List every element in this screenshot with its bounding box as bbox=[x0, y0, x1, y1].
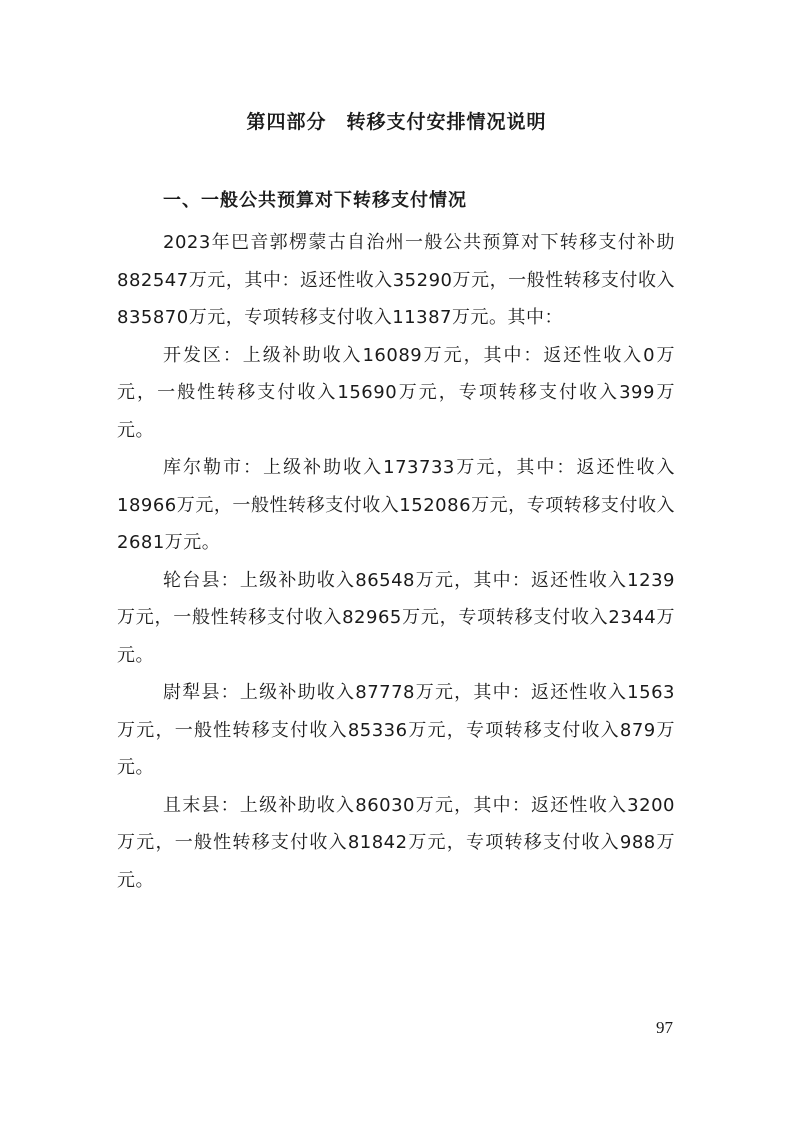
paragraph-qiemo-county: 且末县：上级补助收入86030万元，其中：返还性收入3200万元，一般性转移支付收入81842万元，专项转移支付收入988万元。 bbox=[117, 794, 675, 891]
paragraph-yuli-county: 尉犁县：上级补助收入87778万元，其中：返还性收入1563万元，一般性转移支付收入85336万元，专项转移支付收入879万元。 bbox=[117, 682, 675, 778]
paragraph-luntai-county: 轮台县：上级补助收入86548万元，其中：返还性收入1239万元，一般性转移支付收入82965万元，专项转移支付收入2344万元。 bbox=[117, 569, 675, 666]
paragraph-prefecture-summary: 2023年巴音郭楞蒙古自治州一般公共预算对下转移支付补助882547万元，其中：返还性收入35290万元，一般性转移支付收入835870万元，专项转移支付收入11387万元。其中： bbox=[117, 232, 675, 328]
paragraph-development-zone: 开发区：上级补助收入16089万元，其中：返还性收入0万元，一般性转移支付收入15690万元，专项转移支付收入399万元。 bbox=[117, 344, 675, 441]
page-number: 97 bbox=[656, 1018, 673, 1037]
part-title: 第四部分 转移支付安排情况说明 bbox=[246, 111, 547, 133]
section-heading: 一、一般公共预算对下转移支付情况 bbox=[163, 190, 467, 211]
body-text bbox=[117, 224, 675, 899]
paragraph-korla-city: 库尔勒市：上级补助收入173733万元，其中：返还性收入18966万元，一般性转移支付收入152086万元，专项转移支付收入2681万元。 bbox=[117, 457, 675, 553]
